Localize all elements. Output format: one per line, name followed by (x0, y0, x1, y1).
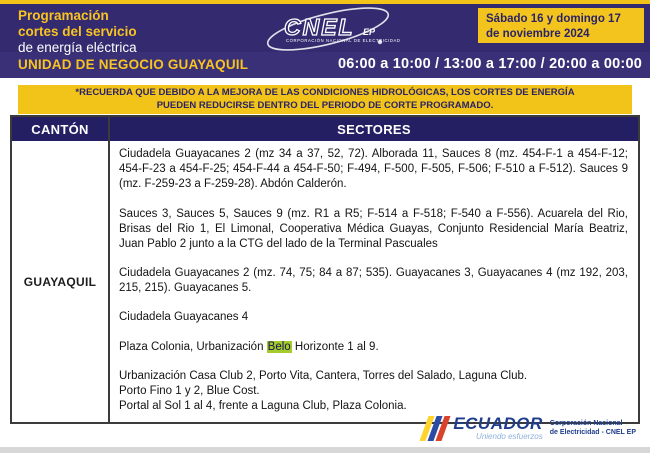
date-box: Sábado 16 y domingo 17 de noviembre 2024 (478, 8, 644, 43)
title-line-1: Programación (18, 8, 109, 23)
sector-paragraph-6 (119, 369, 628, 415)
title-line-3: de energía eléctrica (18, 39, 137, 55)
outage-time-ranges: 06:00 a 10:00 / 13:00 a 17:00 / 20:00 a 00:00 (337, 56, 642, 72)
cnel-logo-icon (262, 4, 408, 54)
cnel-org-name (550, 419, 636, 437)
sector-paragraph-5 (119, 340, 628, 355)
sector-paragraph-3: Ciudadela Guayacanes 2 (mz. 74, 75; 84 a 87; 535). Guayacanes 3, Guayacanes 4 (mz 192, 203, 215, 215). Guayacanes 5. (119, 267, 628, 295)
notice-line-2: PUEDEN REDUCIRSE DENTRO DEL PERIODO DE CORTE PROGRAMADO. (156, 99, 494, 111)
ecuador-government-logo (424, 413, 636, 441)
table-row (12, 141, 638, 422)
hydrology-notice-banner (18, 85, 632, 114)
ecuador-flag-stripes-icon (424, 416, 448, 441)
page-title (18, 8, 137, 56)
outage-table (10, 115, 640, 424)
sector-paragraph-5-suffix: Horizonte 1 al 9. (291, 340, 379, 353)
sector-paragraph-2: Sauces 3, Sauces 5, Sauces 9 (mz. R1 a R5; F-514 a F-518; F-540 a F-556). Acuarela del Rio, Brisas del Rio 1, El Limonal, Cooperativa Médica Guayas, Conjunto Residencial María Beatriz, Juan Pablo 2 junto a la CTG del lado de la Terminal Pascuales (119, 207, 628, 250)
ecuador-wordmark: ECUADOR (453, 413, 543, 433)
sector-paragraph-6-line-2: Porto Fino 1 y 2, Blue Cost. (119, 384, 260, 397)
cnel-org-line-2: de Electricidad - CNEL EP (549, 429, 636, 437)
ecuador-slogan: Uniendo esfuerzos (476, 432, 543, 441)
sector-paragraph-6-line-1: Urbanización Casa Club 2, Porto Vita, Cantera, Torres del Salado, Laguna Club. (119, 369, 528, 382)
sectores-cell (108, 141, 638, 422)
table-header-row (12, 117, 638, 141)
highlighted-text-belo: Belo (267, 340, 291, 353)
canton-cell: GUAYAQUIL (23, 274, 97, 289)
notice-line-1: *RECUERDA QUE DEBIDO A LA MEJORA DE LAS CONDICIONES HIDROLÓGICAS, LOS CORTES DE ENERGÍA (75, 86, 575, 98)
header (0, 0, 650, 78)
cnel-logo-wordmark: CNEL (284, 14, 355, 40)
bottom-gray-strip (0, 447, 650, 453)
title-line-2: cortes del servicio (18, 23, 137, 39)
business-unit-label: UNIDAD DE NEGOCIO GUAYAQUIL (18, 57, 249, 72)
cnel-logo-suffix: EP (363, 27, 376, 37)
sector-paragraph-5-prefix: Plaza Colonia, Urbanización (119, 340, 267, 353)
column-header-canton: CANTÓN (31, 121, 89, 137)
sector-paragraph-4: Ciudadela Guayacanes 4 (119, 311, 249, 324)
sector-paragraph-6-line-3: Portal al Sol 1 al 4, frente a Laguna Club, Plaza Colonia. (119, 400, 407, 413)
column-header-sectores: SECTORES (108, 117, 638, 141)
sector-paragraph-1: Ciudadela Guayacanes 2 (mz 34 a 37, 52, 72). Alborada 11, Sauces 8 (mz. 454-F-1 a 454-F-12; 454-F-23 a 454-F-25; 454-F-44 a 454-F-50; F-494, F-500, F-505, F-506; F-510 a F-512). Sauces 9 (mz. F-259-23 a F-259-28). Abdón Calderón. (119, 148, 628, 191)
ecuador-wordmark-block (453, 413, 543, 441)
cnel-org-line-1: Corporación Nacional (549, 420, 623, 428)
cnel-logo-tagline: CORPORACIÓN NACIONAL DE ELECTRICIDAD (286, 38, 401, 43)
